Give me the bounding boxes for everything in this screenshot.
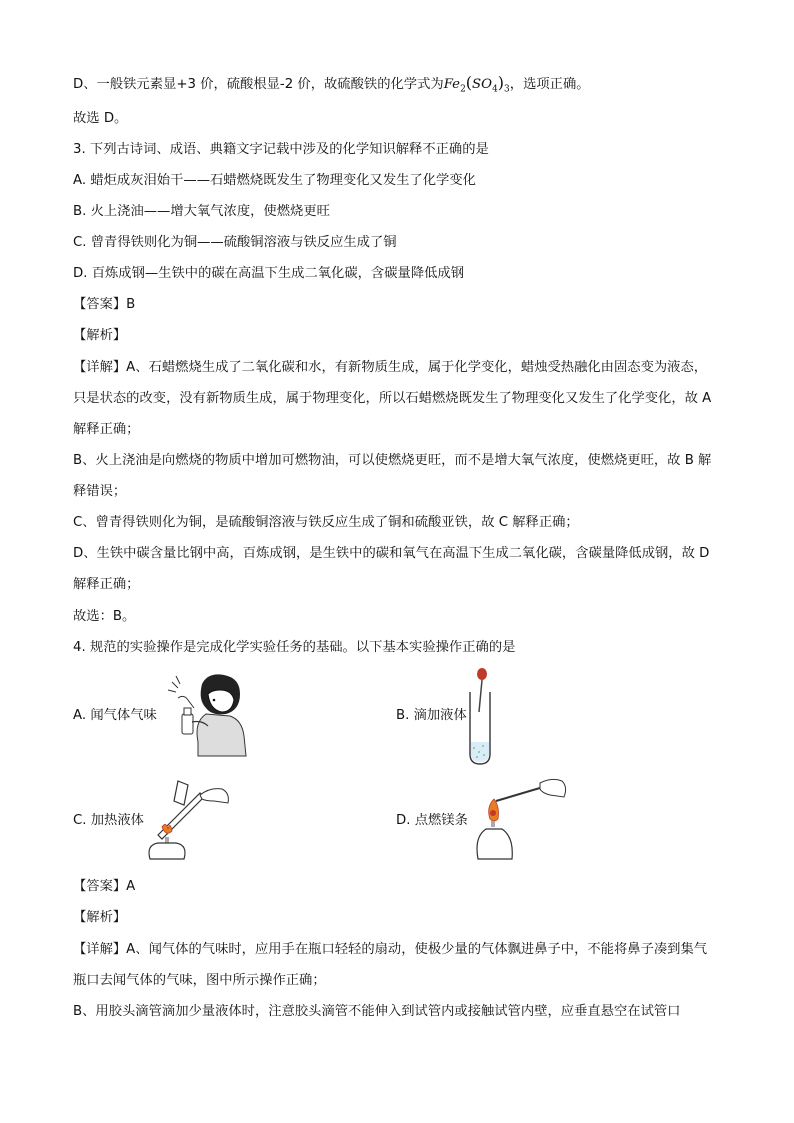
q4-answer: 【答案】A <box>73 879 136 894</box>
q4-detail-b: B、用胶头滴管滴加少量液体时，注意胶头滴管不能伸入到试管内或接触试管内壁，应垂直悬空在试管口 <box>73 1004 681 1019</box>
q3-detail-c: C、曾青得铁则化为铜，是硫酸铜溶液与铁反应生成了铜和硫酸亚铁，故 C 解释正确； <box>73 515 579 530</box>
q4-detail-a: 【详解】A、闻气体的气味时，应用手在瓶口轻轻的扇动，使极少量的气体飘进鼻子中，不能将鼻子凑到集气瓶口去闻气体的气味，图中所示操作正确； <box>73 942 708 988</box>
choice-d: 故选 D。 <box>73 111 128 126</box>
smelling-gas-illustration <box>164 670 250 758</box>
chemical-formula: $Fe_2(SO_4)_3$ <box>443 73 510 95</box>
q3-detail-b: B、火上浇油是向燃烧的物质中增加可燃物油，可以使燃烧更旺，而不是增大氧气浓度，使燃烧更旺，故 B 解释错误； <box>73 453 712 499</box>
formula-so: SO <box>472 77 493 92</box>
q3-stem: 3. 下列古诗词、成语、典籍文字记载中涉及的化学知识解释不正确的是 <box>73 142 489 157</box>
q3-option-b: B. 火上浇油——增大氧气浓度，使燃烧更旺 <box>73 204 330 219</box>
option-d-text: D、一般铁元素显+3 价，硫酸根显-2 价，故硫酸铁的化学式为 <box>73 77 444 92</box>
q3-detail-d: D、生铁中碳含量比钢中高，百炼成钢，是生铁中的碳和氧气在高温下生成二氧化碳，含碳量降低成钢，故 D 解释正确； <box>73 546 710 592</box>
q3-option-c: C. 曾青得铁则化为铜——硫酸铜溶液与铁反应生成了铜 <box>73 235 397 250</box>
q3-detail-a: 【详解】A、石蜡燃烧生成了二氧化碳和水，有新物质生成，属于化学变化，蜡烛受热融化由固态变为液态，只是状态的改变，没有新物质生成，属于物理变化，所以石蜡燃烧既发生了物理变化又发生了化学变化，故 A 解释正确； <box>73 360 712 437</box>
formula-fe: Fe <box>443 77 461 92</box>
q4-option-d-label: D. 点燃镁条 <box>396 813 468 828</box>
q4-option-b-label: B. 滴加液体 <box>396 708 467 723</box>
q4-option-a-label: A. 闻气体气味 <box>73 708 157 723</box>
q4-analysis-heading: 【解析】 <box>73 910 127 925</box>
q3-choose: 故选：B。 <box>73 609 136 624</box>
lighting-magnesium-illustration <box>476 775 570 863</box>
formula-so-sub: 4 <box>492 84 498 95</box>
formula-fe-sub: 2 <box>460 84 466 95</box>
q4-stem: 4. 规范的实验操作是完成化学实验任务的基础。以下基本实验操作正确的是 <box>73 640 516 655</box>
q3-analysis-heading: 【解析】 <box>73 328 127 343</box>
formula-outer-sub: 3 <box>504 84 510 95</box>
heating-liquid-illustration <box>144 775 236 863</box>
option-d-explanation <box>73 73 590 100</box>
dropping-liquid-illustration <box>466 664 502 768</box>
q3-option-a: A. 蜡炬成灰泪始干——石蜡燃烧既发生了物理变化又发生了化学变化 <box>73 173 476 188</box>
q3-answer: 【答案】B <box>73 297 136 312</box>
option-d-post: ，选项正确。 <box>509 77 590 92</box>
q4-option-c-label: C. 加热液体 <box>73 813 144 828</box>
q3-option-d: D. 百炼成钢—生铁中的碳在高温下生成二氧化碳，含碳量降低成钢 <box>73 266 465 281</box>
